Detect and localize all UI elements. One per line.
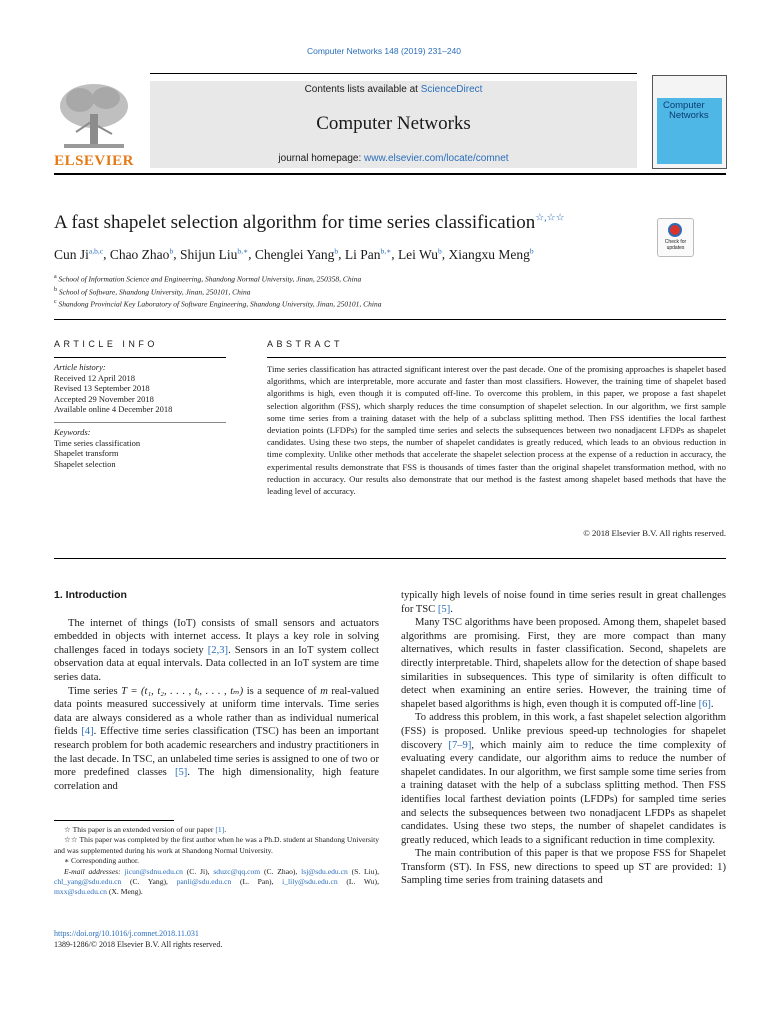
crossmark-icon [668,223,682,237]
email-link[interactable]: sduzc@qq.com [213,866,261,876]
author-list: Cun Ji$^{a,b,c}$, Chao Zhao$^b$, Shijun Liu$^{b,∗}$, Chenglei Yang$^b$, Li Pan$^{b,∗}$, Lei Wu$^b$, Xiangxu Meng$^b$ [54,246,534,262]
citation-link[interactable]: [5] [437,603,451,615]
body-right-column [401,589,726,888]
email-link[interactable]: panli@sdu.edu.cn [176,877,232,887]
author[interactable]: Lei Wu$^b$ [397,246,442,262]
journal-cover[interactable] [652,75,727,169]
journal-reference[interactable] [0,46,768,56]
email-link[interactable]: mxx@sdu.edu.cn [54,887,107,897]
introduction-heading: 1. Introduction [54,589,127,601]
journal-banner [150,81,637,168]
abstract-text: Time series classification has attracted significant interest over the past decade. One of the promising approaches is shapelet based algorithms, which are interpretable, more accurate and faster than most classifiers. However, the training time of shapelet based algorithms is high, even though it is computed off-line. To overcome this problem, in this paper, we propose a fast shapelet selection algorithm (FSS), which sharply reduces the time consumption of shapelet selection. In our algorithm, we first sample some time series from a training dataset with the help of a subclass splitting method. Then FSS identifies the local farthest deviation points (LFDPs) for the sampled time series and selects the subsequences between two nonadjacent LFDPs as shapelet candidates. Using these two steps, the number of shapelet candidates is greatly reduced, which leads to an obvious reduction in time complexity. Unlike other methods that accelerate the shapelet selection process at the expense of a reduction in accuracy, the experimental results demonstrate that FSS is thousands of times faster than the original shapelet transformation method, with no reduction in accuracy. Our results also demonstrate that our method is the fastest among shapelet based methods that have the leading level of accuracy. [267,364,726,497]
article-title: A fast shapelet selection algorithm for time series classification☆,☆☆ [54,212,565,233]
email-link[interactable]: jicun@sdnu.edu.cn [124,866,183,876]
email-link[interactable]: i_lily@sdu.edu.cn [282,877,338,887]
elsevier-tree-icon [54,80,134,152]
email-footnote: E-mail addresses: jicun@sdnu.edu.cn (C. Ji), sduzc@qq.com (C. Zhao), lsj@sdu.edu.cn (S. Liu), chl_yang@sdu.edu.cn (C. Yang), panli@sdu.edu.cn (L. Pan), i_lily@sdu.edu.cn (L. Wu), mxx@sdu.edu.cn (X. Meng). [54,866,380,897]
journal-name: Computer Networks [316,113,471,134]
paragraph: The internet of things (IoT) consists of small sensors and actuators embedded in objects with internet access. It plays a key role in solving challenges faced in todays society [2,3]. Sensors in an IoT system collect observation data at equal intervals. Data collected in an IoT system are time series data. [54,617,379,683]
keyword: Time series classification [54,437,141,448]
header-thick-rule [54,173,726,175]
author[interactable]: Cun Ji$^{a,b,c}$ [54,246,104,262]
doi-link[interactable]: https://doi.org/10.1016/j.comnet.2018.11.031 [54,929,199,938]
title-footnote-marks[interactable]: ☆,☆☆ [535,212,565,224]
footnote-rule [54,820,174,821]
paragraph: The main contribution of this paper is that we propose FSS for Shapelet Transform (ST). In FSS, new directions to speed up ST are provided: 1) Sampling time series from training datasets and [401,848,726,887]
footnote: ☆ This paper is an extended version of our paper [1]. [64,825,227,834]
article-history: Article history: Received 12 April 2018 Revised 13 September 2018 Accepted 29 November 2018 Available online 4 December 2018 [54,362,173,414]
footnotes [54,825,379,898]
keywords: Keywords: Time series classification Shapelet transform Shapelet selection [54,427,226,469]
check-for-updates-text: Check for updates [664,239,687,251]
journal-reference-link[interactable]: Computer Networks 148 (2019) 231–240 [306,46,462,56]
citation-link[interactable]: [7–9] [448,739,472,751]
paragraph: Time series T = (t₁, t₂, . . . , tᵢ, . . . , tₘ) is a sequence of m real-valued data points measured successively at uniform time intervals. Time series data are always considered as a whole rather than as individual numerical fields [4]. Effective time series classification (TSC) has been an important research problem for both academic researchers and industry practitioners in the last decade. In TSC, an unlabeled time series is assigned to one of two or more predefined classes [5]. The high dimensionality, high feature correlation and [54,685,380,792]
affiliation: $^c$ Shandong Provincial Key Laboratory of Software Engineering, Shandong University, Jinan, 250101, China [54,299,382,309]
section-rule [54,319,726,320]
abstract-heading: ABSTRACT [267,339,344,349]
issn-line: 1389-1286/© 2018 Elsevier B.V. All rights reserved. [54,940,223,949]
email-link[interactable]: chl_yang@sdu.edu.cn [54,877,122,887]
email-link[interactable]: lsj@sdu.edu.cn [301,866,348,876]
footnote: ☆☆ This paper was completed by the first author when he was a Ph.D. student at Shandong University and was supplemented during his work at Shandong Normal University. [54,835,379,855]
contents-line: Contents lists available at ScienceDirect [304,84,483,95]
publisher-name: ELSEVIER [54,153,134,169]
keyword: Shapelet selection [54,458,116,469]
keywords-rule [54,422,226,423]
doi-block [54,928,222,950]
cover-title: Computer Networks [663,100,709,121]
elsevier-logo [54,80,134,170]
abstract-end-rule [54,558,726,559]
paragraph: typically high levels of noise found in time series result in great challenges for TSC [5]. [401,590,726,615]
abstract-rule [267,357,726,358]
body-left-column [54,589,379,793]
citation-link[interactable]: [6] [698,698,711,710]
affiliation: $^b$ School of Software, Shandong University, Jinan, 250101, China [54,286,251,296]
sciencedirect-link[interactable]: ScienceDirect [420,84,483,95]
footnote: ∗ Corresponding author. [64,856,139,866]
keyword: Shapelet transform [54,448,119,458]
formula: T = (t₁, t₂, . . . , tᵢ, . . . , tₘ) [121,685,244,697]
author[interactable]: Li Pan$^{b,∗}$ [344,246,392,262]
homepage-link[interactable]: www.elsevier.com/locate/comnet [364,153,509,164]
article-info-heading: ARTICLE INFO [54,339,158,349]
header-rule [150,73,637,74]
affiliations [54,272,674,310]
author[interactable]: Chenglei Yang$^b$ [254,246,339,262]
abstract-copyright: © 2018 Elsevier B.V. All rights reserved. [583,528,726,538]
citation-link[interactable]: [5] [174,767,188,779]
affiliation: $^a$ School of Information Science and Engineering, Shandong Normal University, Jinan, 250358, China [54,274,362,284]
article-info-rule [54,357,226,358]
author[interactable]: Shijun Liu$^{b,∗}$ [179,246,249,262]
author[interactable]: Xiangxu Meng$^b$ [448,246,534,262]
homepage-line: journal homepage: www.elsevier.com/locate/comnet [278,153,509,164]
author[interactable]: Chao Zhao$^b$ [109,246,174,262]
paragraph: To address this problem, in this work, a fast shapelet selection algorithm (FSS) is proposed. Unlike previous speed-up technologies for shapelet discovery [7–9], which mainly aim to reduce the time complexity of evaluating every candidate, our algorithm aims to reduce the number of shapelet candidates. In our algorithm, we first sample some time series from a training dataset with the help of a subclass splitting method. Then FSS identifies local farthest deviation points (LFDPs) for sampled time series and selects the subsequences between two nonadjacent LFDPs as shapelet candidates. Using these two steps, the number of shapelet candidates is greatly reduced, which leads to a significant reduction in time complexity. [401,712,726,846]
paragraph: Many TSC algorithms have been proposed. Among them, shapelet based algorithms are promising. First, they are more compact than many alternatives, which results in faster classification. Second, shapelets are directly interpretable. Third, shapelets allow for the detection of shape based similarities in subsequences. This type of similarity is often difficult to detect when examining an entire series. However, the training time of shapelet based algorithms is high, even though it is computed off-line [6]. [401,617,726,710]
citation-link[interactable]: [4] [81,726,94,738]
citation-link[interactable]: [2,3] [207,644,229,656]
citation-link[interactable]: [1] [215,825,225,834]
